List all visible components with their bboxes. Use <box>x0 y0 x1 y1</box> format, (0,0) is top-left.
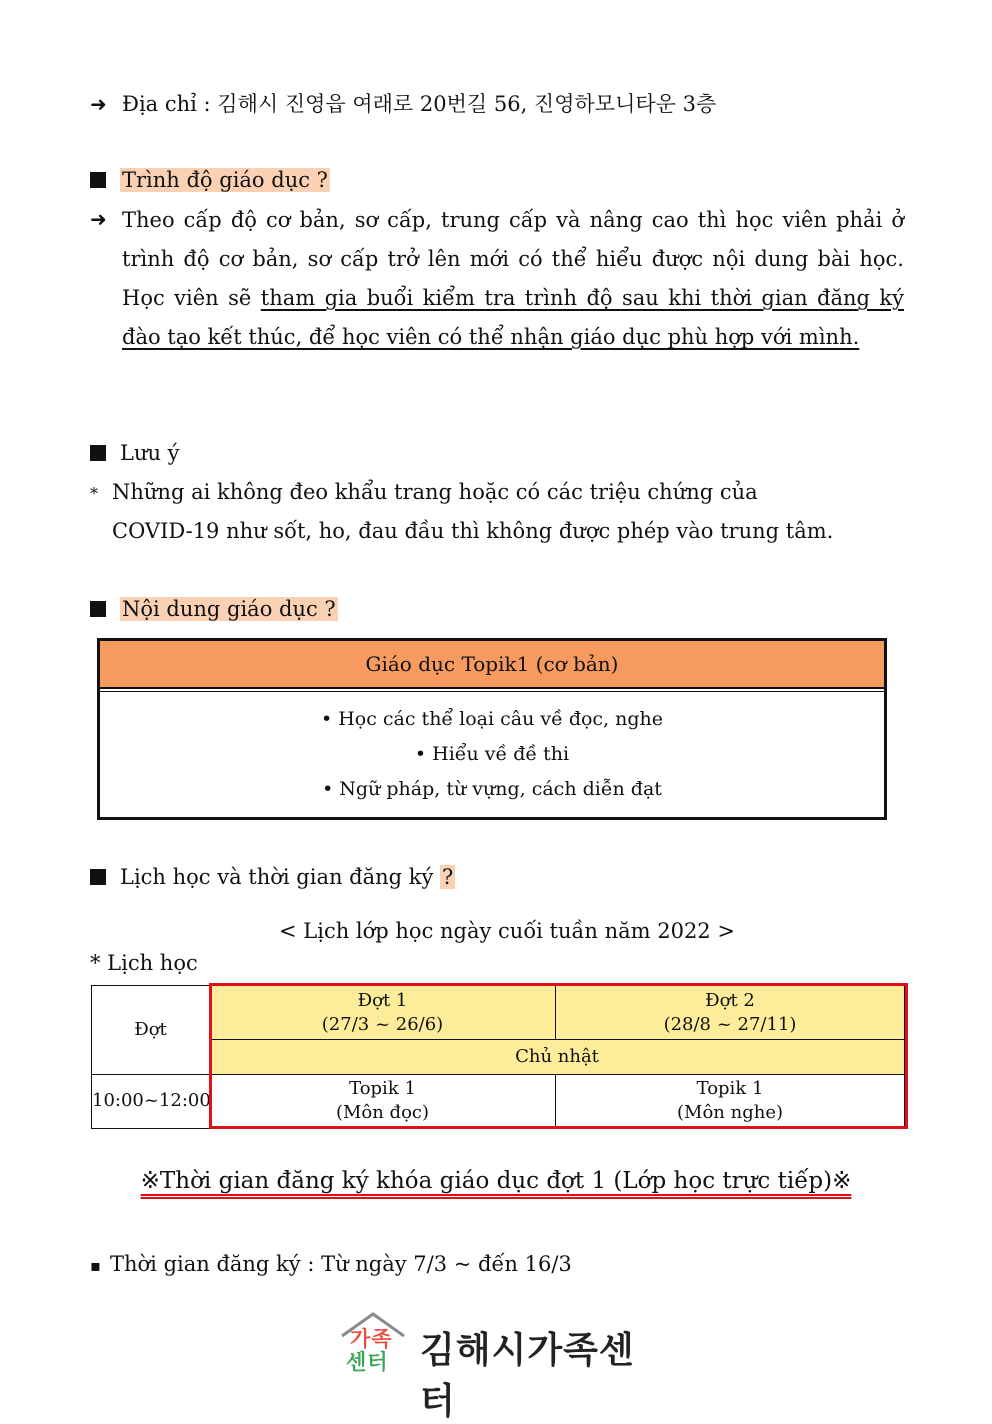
content-box <box>97 638 887 820</box>
level-heading <box>90 168 330 192</box>
schedule-heading <box>90 865 455 889</box>
class-1-cell <box>210 1074 556 1128</box>
center-logo <box>336 1310 666 1422</box>
logo-mark-line-2: 센터 <box>346 1350 389 1374</box>
class-2-name: Topik 1 <box>696 1078 764 1100</box>
registration-title <box>0 1168 992 1194</box>
phase-2-label: Đợt 2 <box>705 989 755 1011</box>
level-paragraph <box>122 201 904 357</box>
small-square-bullet-icon: ▪ <box>90 1256 101 1275</box>
note-heading <box>90 441 180 465</box>
logo-mark-line-1: 가족 <box>350 1327 393 1351</box>
content-box-title: Giáo dục Topik1 (cơ bản) <box>100 641 884 689</box>
phase-2-dates: (28/8 ~ 27/11) <box>663 1013 797 1035</box>
schedule-heading-mark: ? <box>442 865 454 889</box>
level-arrow <box>90 207 122 231</box>
content-item: • Hiểu về đề thi <box>414 743 570 765</box>
table-header-phase: Đợt <box>92 986 210 1075</box>
day-cell: Chủ nhật <box>210 1040 905 1074</box>
square-bullet-icon <box>90 601 106 617</box>
content-heading <box>90 597 338 621</box>
address-text: Địa chỉ : 김해시 진영읍 여래로 20번길 56, 진영하모니타운 3층 <box>122 92 717 116</box>
content-heading-text: Nội dung giáo dục ? <box>122 597 336 621</box>
content-box-list <box>100 692 884 807</box>
content-item: • Ngữ pháp, từ vựng, cách diễn đạt <box>322 778 662 800</box>
schedule-caption: < Lịch lớp học ngày cuối tuần năm 2022 > <box>279 919 735 943</box>
logo-name: 김해시가족센터 <box>420 1330 635 1422</box>
square-bullet-icon <box>90 172 106 188</box>
note-line-2-text: COVID-19 như sốt, ho, đau đầu thì không được phép vào trung tâm. <box>112 519 834 543</box>
schedule-sub-label: * Lịch học <box>90 951 198 975</box>
level-paragraph-text: Theo cấp độ cơ bản, sơ cấp, trung cấp và nâng cao thì học viên phải ở trình độ cơ bản, sơ cấp trở lên mới có thể hiểu được nội dung bài học. Học viên sẽ <box>122 208 904 310</box>
class-1-name: Topik 1 <box>349 1078 416 1100</box>
address-line <box>90 88 716 118</box>
class-1-subject: (Môn đọc) <box>335 1102 430 1124</box>
note-line-1 <box>90 480 758 504</box>
arrow-right-icon: ➜ <box>90 92 107 116</box>
phase-2-cell <box>556 986 905 1040</box>
level-paragraph-underlined: tham gia buổi kiểm tra trình độ sau khi thời gian đăng ký đào tạo kết thúc, để học viên có thể nhận giáo dục phù hợp với mình. <box>122 286 905 349</box>
phase-1-cell <box>210 986 556 1040</box>
note-heading-text: Lưu ý <box>120 441 180 465</box>
content-item: • Học các thể loại câu về đọc, nghe <box>320 708 664 730</box>
time-cell: 10:00~12:00 <box>92 1074 210 1128</box>
registration-title-text: ※Thời gian đăng ký khóa giáo dục đợt 1 (Lớp học trực tiếp)※ <box>140 1168 852 1194</box>
schedule-heading-text: Lịch học và thời gian đăng ký <box>120 865 434 889</box>
arrow-right-icon: ➜ <box>90 207 107 231</box>
phase-1-label: Đợt 1 <box>357 989 408 1011</box>
phase-1-dates: (27/3 ~ 26/6) <box>321 1013 444 1035</box>
square-bullet-icon <box>90 445 106 461</box>
class-2-cell <box>556 1074 905 1128</box>
schedule-table <box>91 985 904 1129</box>
asterisk-icon: * <box>90 484 98 503</box>
registration-period <box>90 1252 572 1276</box>
note-line-1-text: Những ai không đeo khẩu trang hoặc có các triệu chứng của <box>112 480 758 504</box>
note-line-2 <box>112 519 833 543</box>
square-bullet-icon <box>90 869 106 885</box>
level-heading-text: Trình độ giáo dục ? <box>122 168 328 192</box>
registration-period-text: Thời gian đăng ký : Từ ngày 7/3 ~ đến 16/3 <box>110 1252 572 1276</box>
class-2-subject: (Môn nghe) <box>677 1102 783 1124</box>
